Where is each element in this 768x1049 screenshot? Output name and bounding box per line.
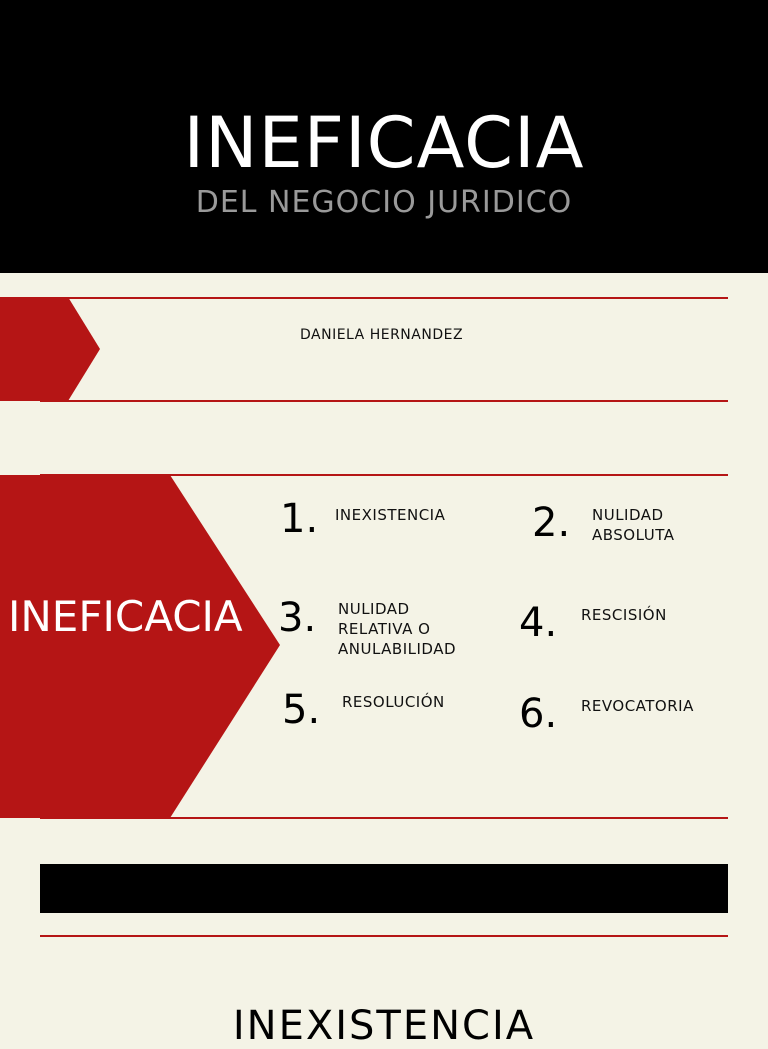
item-label [342,692,445,712]
item-label-line: ABSOLUTA [592,526,675,544]
item-label-line: REVOCATORIA [581,697,694,715]
item-label-line: ANULABILIDAD [338,640,457,658]
author-top-rule [40,297,728,299]
item-label-line: INEXISTENCIA [335,506,446,524]
item-label [335,505,445,525]
section-arrow-shape [0,475,282,819]
document-title: INEFICACIA [183,102,585,184]
item-label [338,599,456,659]
title-banner [0,0,768,273]
item-label [581,696,694,716]
document-subtitle: DEL NEGOCIO JURIDICO [195,185,573,220]
author-arrow-shape [0,297,100,401]
item-label-line: NULIDAD [592,506,664,524]
item-label [592,505,674,545]
item-number: 4. [519,600,558,646]
item-label-line: RESCISIÓN [581,606,667,624]
next-page-title: INEXISTENCIA [232,1003,536,1049]
section-bottom-rule [40,817,728,819]
item-label [581,605,667,625]
item-number: 5. [282,687,321,733]
item-number: 3. [278,595,317,641]
item-label-line: RESOLUCIÓN [342,693,445,711]
author-bottom-rule [40,400,728,402]
bottom-rule [40,935,728,937]
item-label-line: RELATIVA O [338,620,431,638]
section-label: INEFICACIA [8,592,243,641]
item-label-line: NULIDAD [338,600,410,618]
author-name: DANIELA HERNANDEZ [300,327,464,343]
black-bar [40,864,728,913]
item-number: 6. [519,691,558,737]
item-number: 2. [532,500,571,546]
item-number: 1. [280,496,319,542]
